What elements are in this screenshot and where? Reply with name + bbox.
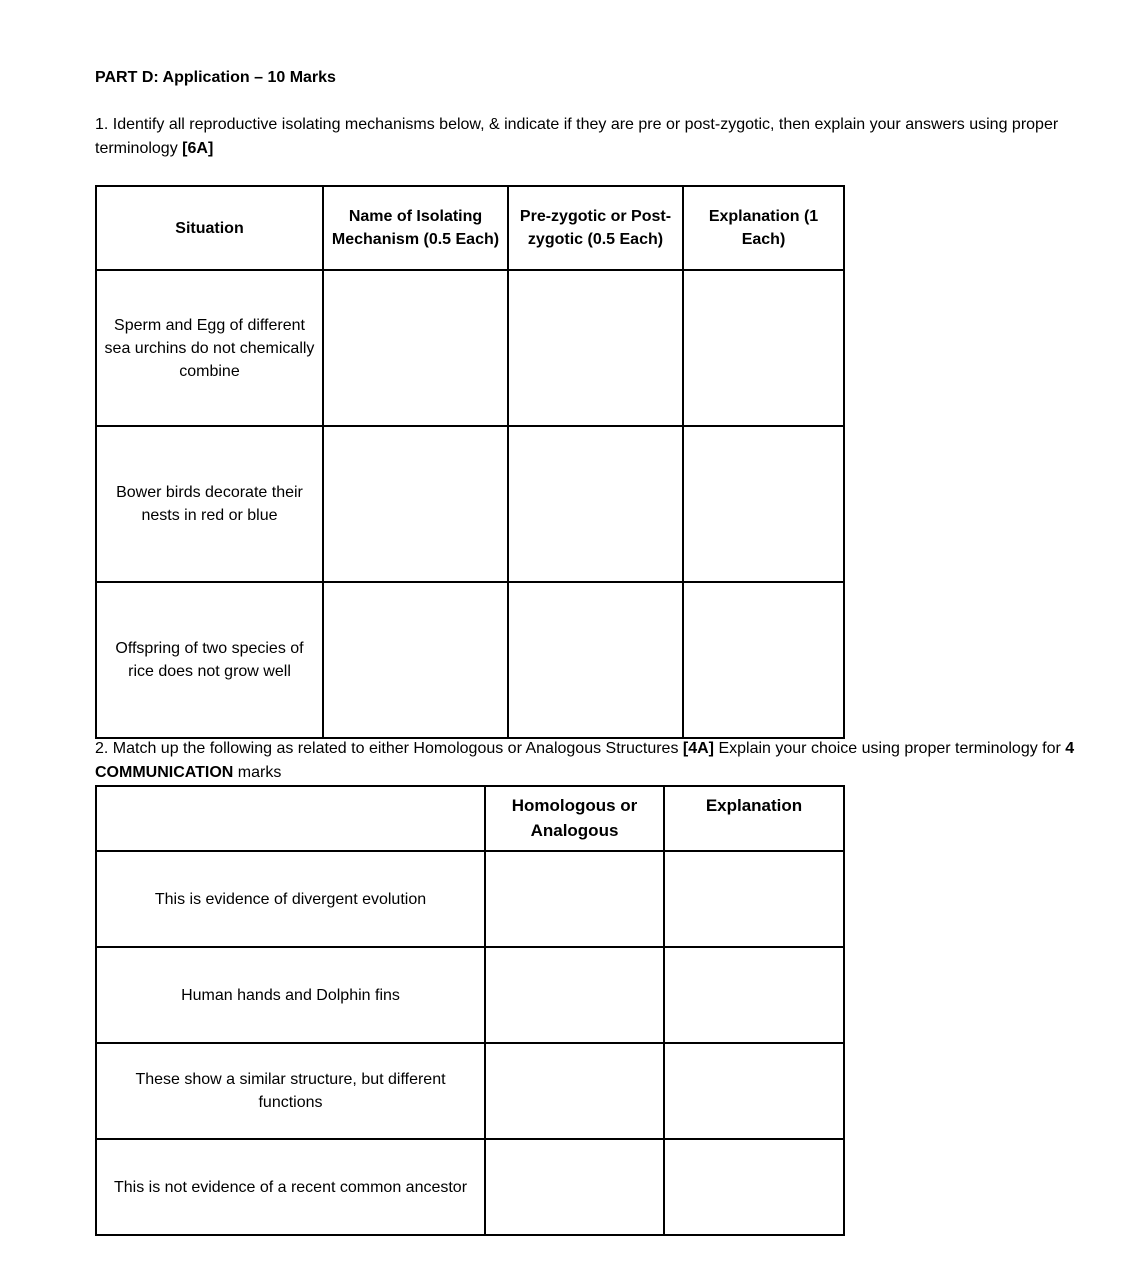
table-row bbox=[96, 1139, 844, 1235]
answer-cell[interactable] bbox=[664, 1043, 844, 1139]
part-title: PART D: Application – 10 Marks bbox=[95, 69, 336, 86]
answer-cell[interactable] bbox=[664, 851, 844, 947]
answer-cell[interactable] bbox=[485, 1043, 664, 1139]
answer-cell[interactable] bbox=[323, 582, 508, 738]
statement-cell: This is evidence of divergent evolution bbox=[96, 851, 485, 947]
table-row bbox=[96, 1043, 844, 1139]
statement-cell: Human hands and Dolphin fins bbox=[96, 947, 485, 1043]
situation-cell: Offspring of two species of rice does not grow well bbox=[96, 582, 323, 738]
table-row bbox=[96, 270, 844, 426]
header-explanation: Explanation (1 Each) bbox=[683, 186, 844, 270]
answer-cell[interactable] bbox=[485, 1139, 664, 1235]
header-mechanism: Name of Isolating Mechanism (0.5 Each) bbox=[323, 186, 508, 270]
header-homologous-analogous: Homologous or Analogous bbox=[485, 786, 664, 851]
header-blank bbox=[96, 786, 485, 851]
answer-cell[interactable] bbox=[664, 1139, 844, 1235]
answer-cell[interactable] bbox=[323, 270, 508, 426]
question-1-marks: [6A] bbox=[182, 140, 214, 157]
answer-cell[interactable] bbox=[323, 426, 508, 582]
table-row bbox=[96, 851, 844, 947]
header-explanation: Explanation bbox=[664, 786, 844, 851]
question-2-marks: [4A] bbox=[682, 740, 714, 757]
statement-cell: This is not evidence of a recent common ancestor bbox=[96, 1139, 485, 1235]
header-zygotic: Pre-zygotic or Post-zygotic (0.5 Each) bbox=[508, 186, 683, 270]
answer-cell[interactable] bbox=[508, 270, 683, 426]
homologous-analogous-table bbox=[95, 785, 845, 1236]
question-2-communication: 4 COMMUNICATION bbox=[95, 740, 1075, 781]
question-2-text: Explain your choice using proper terminology for bbox=[714, 740, 1066, 757]
answer-cell[interactable] bbox=[683, 270, 844, 426]
question-1-text: 1. Identify all reproductive isolating mechanisms below, & indicate if they are pre or post-zygotic, then explain your answers using proper terminology bbox=[95, 116, 1059, 157]
question-1 bbox=[95, 113, 1075, 161]
table-row bbox=[96, 426, 844, 582]
statement-cell: These show a similar structure, but different functions bbox=[96, 1043, 485, 1139]
question-2-text: 2. Match up the following as related to either Homologous or Analogous Structures bbox=[95, 740, 683, 757]
answer-cell[interactable] bbox=[508, 582, 683, 738]
answer-cell[interactable] bbox=[485, 947, 664, 1043]
situation-cell: Sperm and Egg of different sea urchins do not chemically combine bbox=[96, 270, 323, 426]
answer-cell[interactable] bbox=[683, 426, 844, 582]
answer-cell[interactable] bbox=[683, 582, 844, 738]
table-row bbox=[96, 947, 844, 1043]
answer-cell[interactable] bbox=[508, 426, 683, 582]
isolating-mechanisms-table bbox=[95, 185, 845, 739]
answer-cell[interactable] bbox=[485, 851, 664, 947]
header-situation: Situation bbox=[96, 186, 323, 270]
question-2-text: marks bbox=[233, 764, 282, 781]
question-2 bbox=[95, 737, 1075, 785]
situation-cell: Bower birds decorate their nests in red or blue bbox=[96, 426, 323, 582]
answer-cell[interactable] bbox=[664, 947, 844, 1043]
table-row bbox=[96, 582, 844, 738]
